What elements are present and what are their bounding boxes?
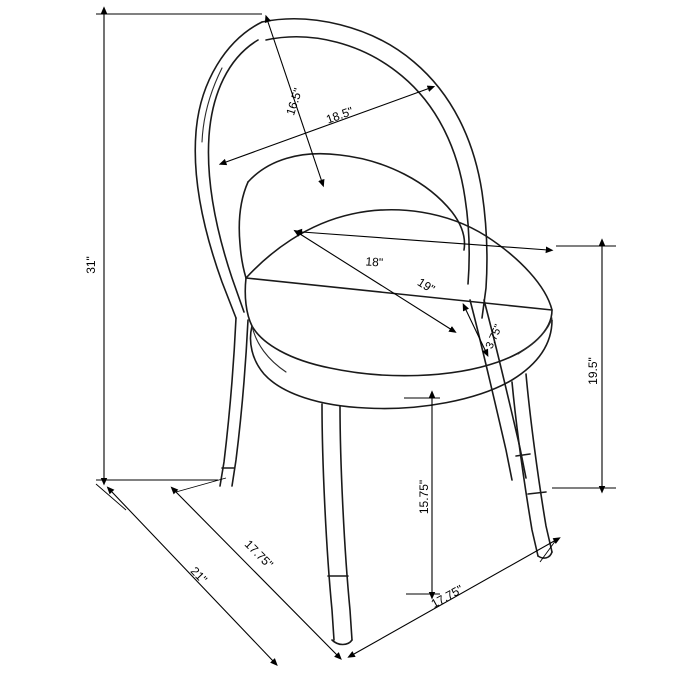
label-overall-height: 31" (84, 256, 98, 274)
label-seat-depth: 18" (365, 254, 384, 270)
label-seat-height: 19.5" (586, 357, 600, 385)
label-leg-span-width: 17.75" (428, 582, 466, 611)
label-back-inner-width: 16.5" (283, 86, 306, 118)
label-leg-height: 15.75" (417, 479, 431, 515)
label-seat-thickness: 3.75" (483, 322, 505, 351)
label-back-outer-width: 18.5" (324, 103, 356, 127)
label-seat-width: 19" (414, 275, 438, 297)
label-overall-depth: 21" (187, 564, 211, 587)
label-leg-span-depth: 17.75" (241, 537, 276, 572)
